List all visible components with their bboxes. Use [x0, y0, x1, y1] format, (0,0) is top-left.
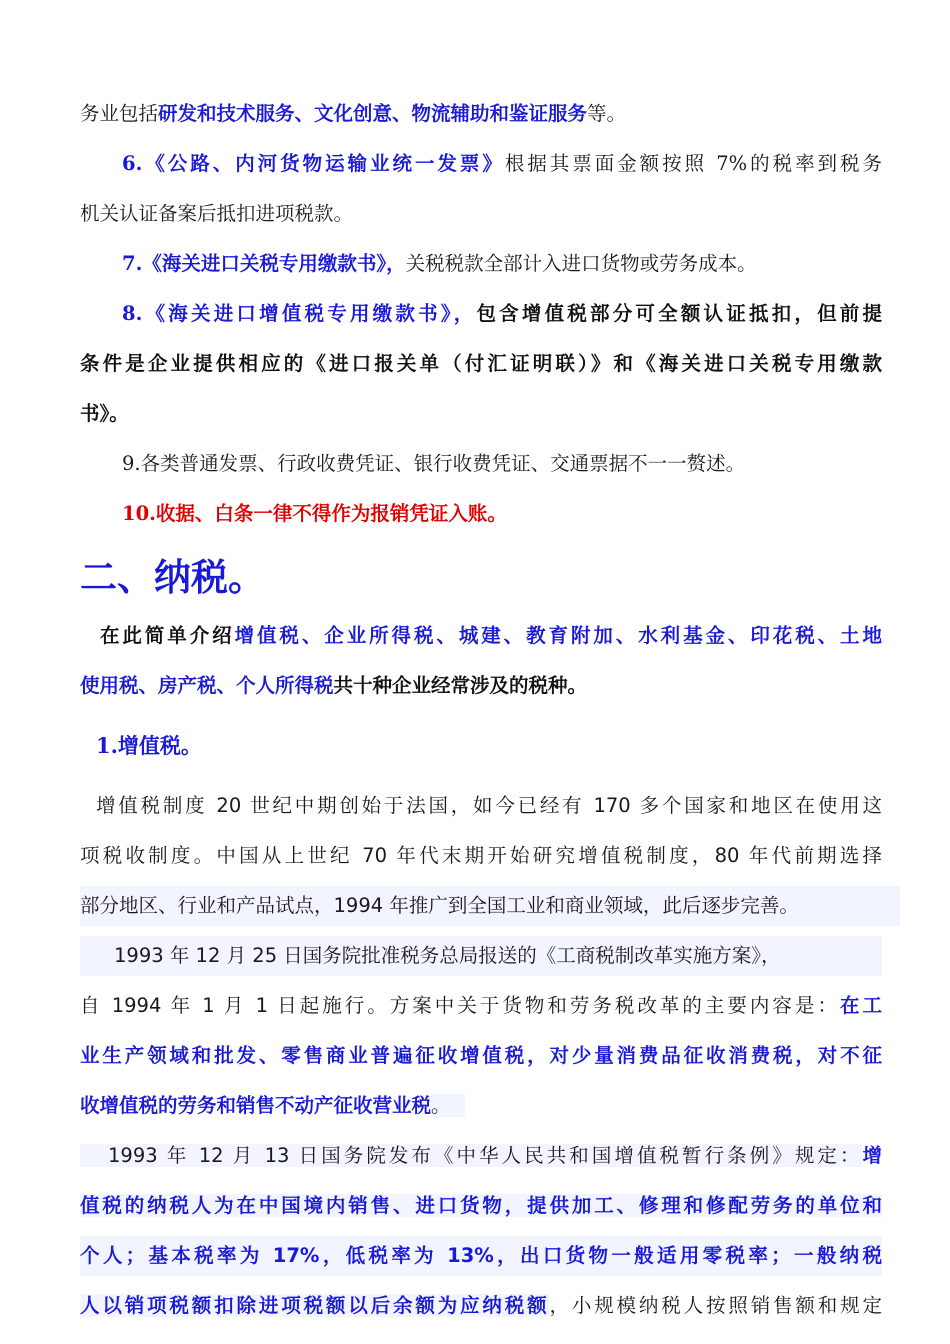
text: 根据其票面金额按照 7%的税率到税务 — [504, 152, 882, 175]
text: 关税税款全部计入进口货物或劳务成本。 — [405, 252, 757, 275]
emphasis-text: 增 — [862, 1144, 882, 1167]
emphasis-text: 个人；基本税率为 — [80, 1244, 273, 1267]
emphasis-text: 值税的纳税人为在中国境内销售、进口货物，提供加工、修理和修配劳务的单位和 — [80, 1194, 882, 1217]
text: 日国务院批准税务总局报送的《工商税制改革实施方案》， — [277, 944, 781, 967]
number: 70 — [362, 844, 387, 867]
emphasis-text: 在工 — [839, 994, 882, 1017]
emphasis-text: 收增值税的劳务和销售不动产征收营业税 — [80, 1094, 432, 1117]
text: 在此简单介绍 — [100, 624, 235, 647]
item-6-line-1 — [122, 150, 882, 178]
item-8-line-1 — [122, 300, 882, 328]
item-6-title: 6.《公路、内河货物运输业统一发票》 — [122, 152, 505, 175]
vat-p3-line-2 — [80, 1186, 882, 1226]
emphasis-text: 使用税、房产税、个人所得税 — [80, 674, 334, 697]
vat-p3-line-3 — [80, 1236, 882, 1276]
vat-p2-line-3 — [80, 1042, 882, 1070]
emphasis-text: ，低税率为 — [319, 1244, 448, 1267]
text: 等。 — [587, 102, 627, 125]
vat-p2-line-2 — [80, 992, 882, 1020]
number: 1994 — [111, 994, 162, 1017]
text: 年 — [157, 1144, 199, 1167]
text: 年推广到全国工业和商业领域，此后逐步完善。 — [383, 894, 799, 917]
item-9 — [122, 450, 942, 478]
number: 12 — [198, 1144, 224, 1167]
text: 自 — [80, 994, 112, 1017]
number: 1993 — [108, 1144, 158, 1167]
vat-p1-line-3 — [80, 886, 900, 926]
text: 月 — [214, 994, 256, 1017]
text: 项税收制度。中国从上世纪 — [80, 844, 363, 867]
item-8-title: 8.《海关进口增值税专用缴款书》， — [122, 302, 477, 325]
emphasis-text: 人以销项税额扣除进项税额以后余额为应纳税额 — [80, 1294, 550, 1317]
intro-line-2 — [80, 672, 900, 700]
paragraph-service-scope — [80, 100, 900, 128]
number: 25 — [252, 944, 278, 967]
vat-p3-line-1 — [80, 1136, 882, 1176]
text: 包含增值税部分可全额认证抵扣，但前提 — [476, 302, 882, 325]
item-6-line-2 — [80, 200, 900, 228]
emphasis-text: ，出口货物一般适用零税率；一般纳税 — [493, 1244, 882, 1267]
text: 书》。 — [80, 402, 129, 425]
number: 12 — [195, 944, 221, 967]
number: 80 — [714, 844, 740, 867]
text: 10.收据、白条一律不得作为报销凭证入账。 — [122, 502, 507, 525]
text: 年 — [163, 944, 196, 967]
text: 部分地区、行业和产品试点， — [80, 894, 334, 917]
vat-p1-line-2 — [80, 842, 882, 870]
text: 日国务院发布《中华人民共和国增值税暂行条例》规定： — [289, 1144, 863, 1167]
vat-p1-line-1 — [96, 792, 882, 820]
text: 世纪中期创始于法国，如今已经有 — [241, 794, 594, 817]
item-8-line-2 — [80, 350, 882, 378]
number: 1993 — [114, 944, 164, 967]
vat-p2-line-4 — [80, 1086, 900, 1126]
text: 务业包括 — [80, 102, 159, 125]
emphasis-text: 研发和技术服务、文化创意、物流辅助和鉴证服务 — [158, 102, 588, 125]
text: 条件是企业提供相应的《进口报关单（付汇证明联）》和《海关进口关税专用缴款 — [80, 352, 882, 375]
text: 年代前期选择 — [739, 844, 883, 867]
sub-heading-vat: 1.增值税。 — [96, 733, 202, 758]
vat-p2-line-1 — [80, 936, 882, 976]
emphasis-text: 增值税、企业所得税、城建、教育附加、水利基金、印花税、土地 — [234, 624, 882, 647]
number: 1 — [202, 994, 215, 1017]
text: 年 — [161, 994, 203, 1017]
text: 月 — [223, 1144, 265, 1167]
vat-p3-line-4 — [80, 1286, 882, 1326]
number: 170 — [593, 794, 631, 817]
item-7-title: 7.《海关进口关税专用缴款书》， — [122, 252, 406, 275]
text: 共十种企业经常涉及的税种。 — [333, 674, 588, 697]
number: 13% — [447, 1244, 494, 1267]
text: 年代末期开始研究增值税制度， — [386, 844, 715, 867]
text: 日起施行。方案中关于货物和劳务税改革的主要内容是： — [268, 994, 840, 1017]
section-heading: 二、纳税。 — [80, 555, 265, 599]
text: 9.各类普通发票、行政收费凭证、银行收费凭证、交通票据不一一赘述。 — [122, 452, 746, 475]
emphasis-text: 业生产领域和批发、零售商业普遍征收增值税，对少量消费品征收消费税，对不征 — [80, 1044, 882, 1067]
text: 增值税制度 — [96, 794, 217, 817]
number — [80, 1144, 862, 1167]
item-7 — [122, 250, 942, 278]
number: 1 — [255, 994, 269, 1017]
item-10-warning — [122, 500, 942, 528]
text: 机关认证备案后抵扣进项税款。 — [80, 202, 354, 225]
text: 多个国家和地区在使用这 — [630, 794, 883, 817]
number: 17% — [272, 1244, 320, 1267]
text: 。 — [431, 1094, 465, 1117]
number: 13 — [264, 1144, 290, 1167]
text: ，小规模纳税人按照销售额和规定 — [549, 1294, 882, 1317]
item-8-line-3 — [80, 400, 900, 428]
text: 月 — [220, 944, 253, 967]
number: 1994 — [333, 894, 384, 917]
intro-line-1 — [100, 622, 882, 650]
number: 20 — [216, 794, 242, 817]
